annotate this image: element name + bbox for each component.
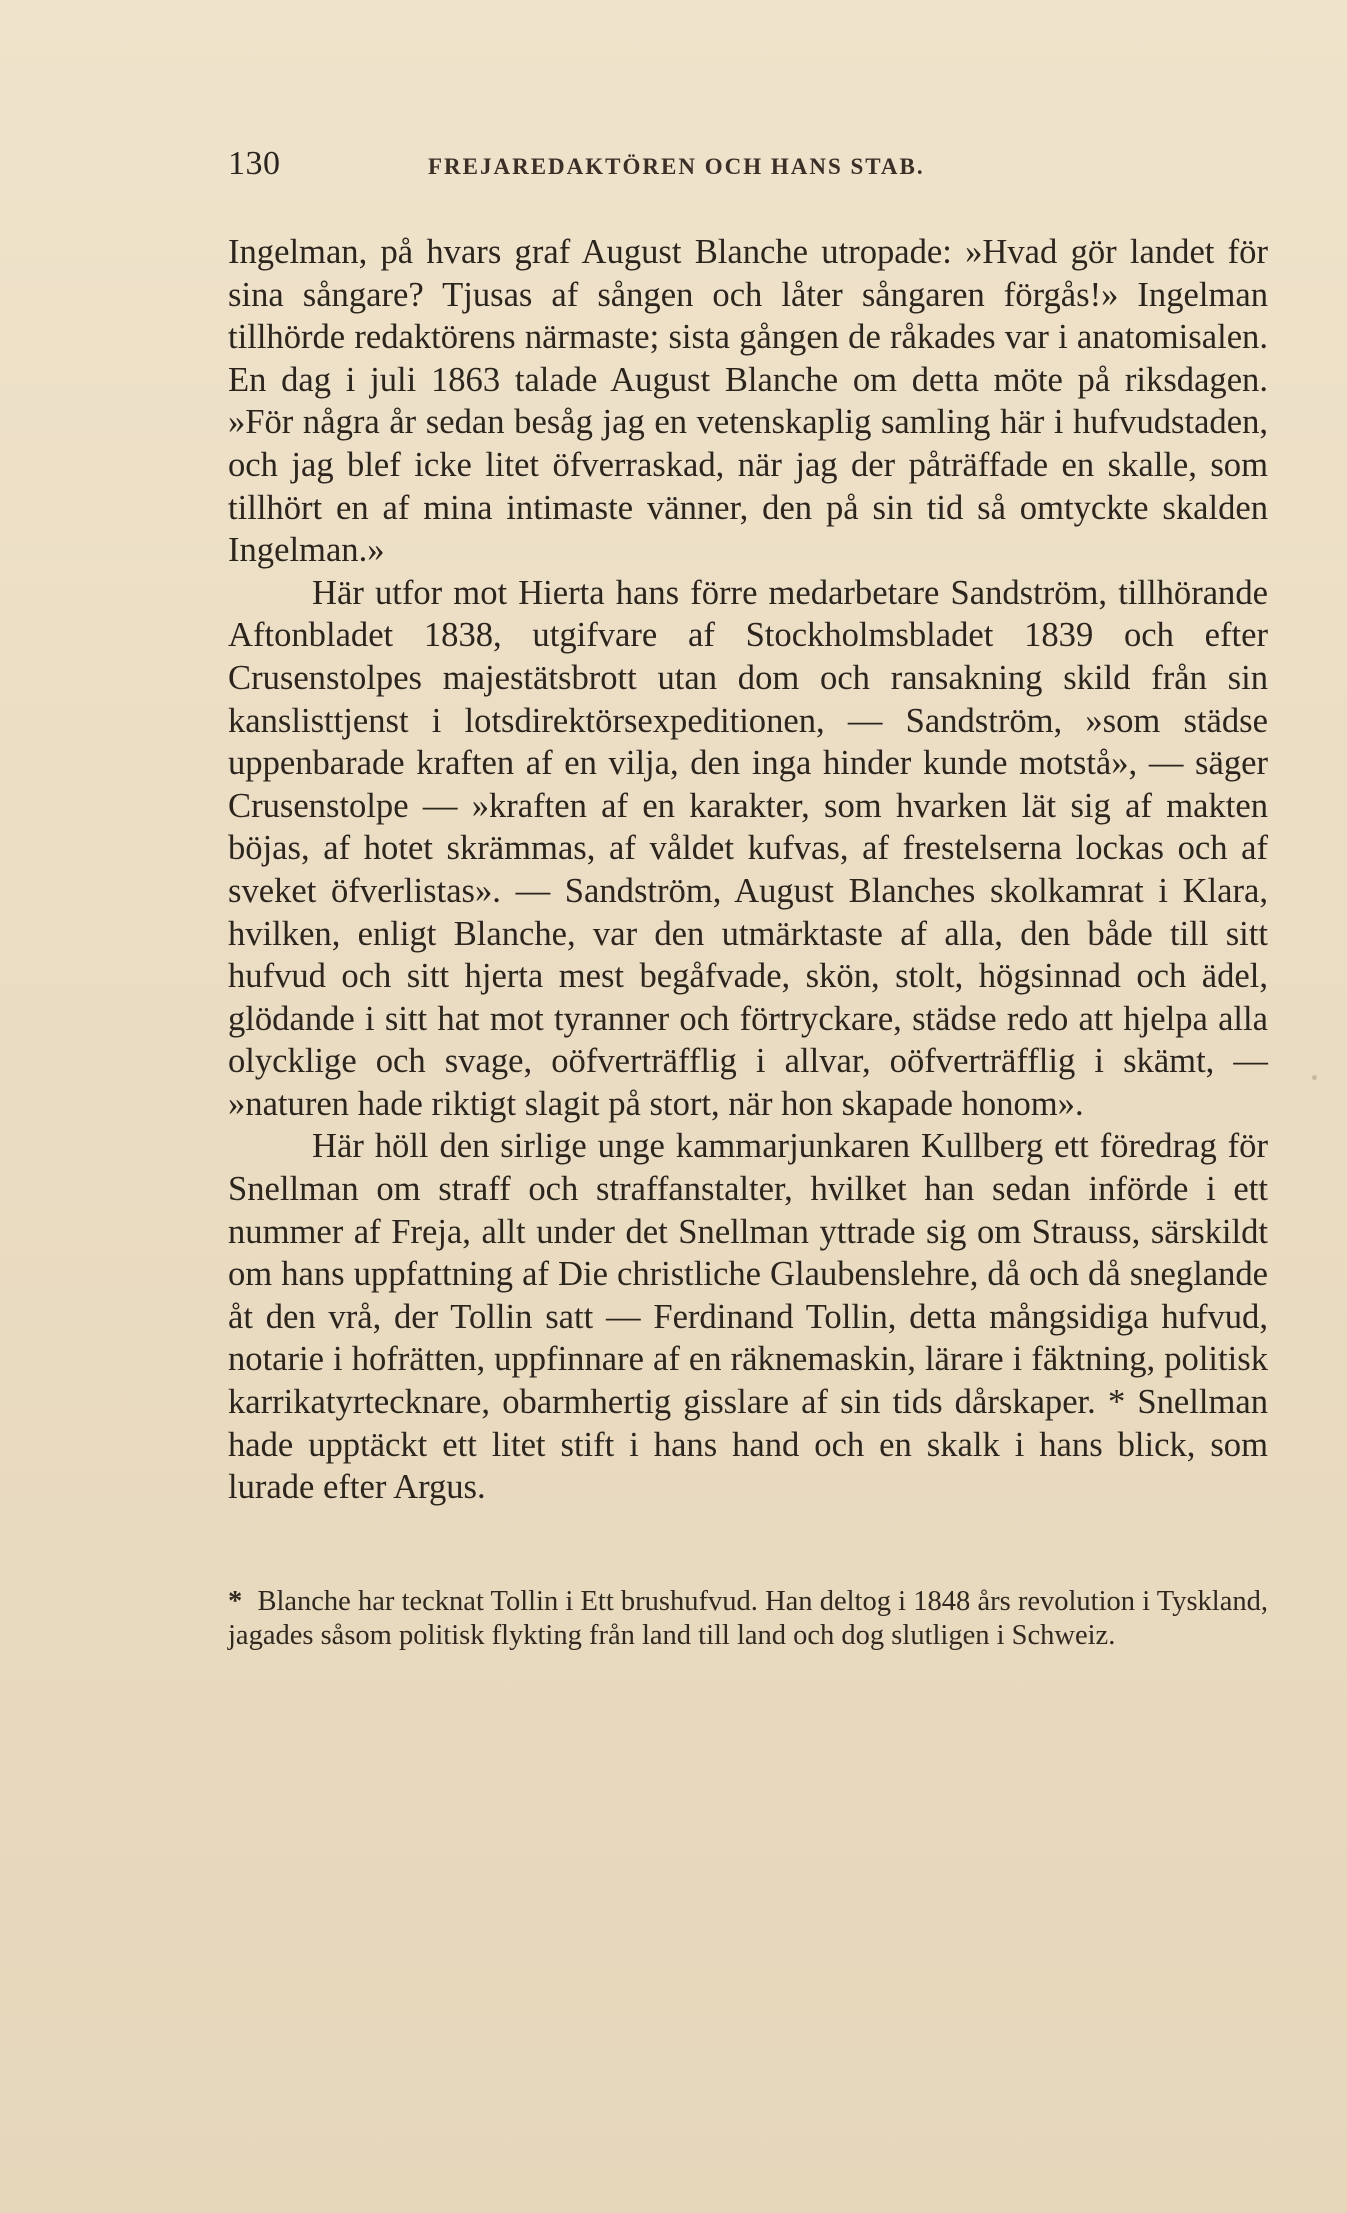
page-number: 130 [228,145,281,182]
paragraph-1: Ingelman, på hvars graf August Blanche utropade: »Hvad gör landet för sina sångare? Tjusas af sången och låter sångaren förgås!» Ingelman tillhörde redaktörens närmaste; sista gången de råkades var i anatomisalen. En dag i juli 1863 talade August Blanche om detta möte på riksdagen. »För några år sedan besåg jag en vetenskaplig samling här i hufvudstaden, och jag blef icke litet öfverraskad, när jag der påträffade en skalle, som tillhört en af mina intimaste vänner, den på sin tid så omtyckte skalden Ingelman.» [228,233,1268,570]
footnote-text: Blanche har tecknat Tollin i Ett brushufvud. Han deltog i 1848 års revolution i Tyskland, jagades såsom politisk flykting från land till land och dog slutligen i Schweiz. [228,1585,1268,1652]
paragraph-3: Här höll den sirlige unge kammarjunkaren Kullberg ett föredrag för Snellman om straff och straffanstalter, hvilket han sedan införde i ett nummer af Freja, allt under det Snellman yttrade sig om Strauss, särskildt om hans uppfattning af Die christliche Glaubenslehre, då och då sneglande åt den vrå, der Tollin satt — Ferdinand Tollin, detta mångsidiga hufvud, notarie i hofrätten, uppfinnare af en räknemaskin, lärare i fäktning, politisk karrikatyrtecknare, obarmhertig gisslare af sin tids dårskaper. * Snellman hade upptäckt ett litet stift i hans hand och en skalk i hans blick, som lurade efter Argus. [228,1127,1268,1507]
footnote-marker: * [228,1585,243,1617]
footnote [228,1585,1268,1653]
running-head: FREJAREDAKTÖREN OCH HANS STAB. [428,154,925,179]
page-header [228,145,1268,183]
paragraph-2: Här utfor mot Hierta hans förre medarbetare Sandström, tillhörande Aftonbladet 1838, utgifvare af Stockholmsbladet 1839 och efter Crusenstolpes majestätsbrott utan dom och ransakning skild från sin kanslisttjenst i lotsdirektörsexpeditionen, — Sandström, »som städse uppenbarade kraften af en vilja, den inga hinder kunde motstå», — säger Crusenstolpe — »kraften af en karakter, som hvarken lät sig af makten böjas, af hotet skrämmas, af våldet kufvas, af frestelserna lockas och af sveket öfverlistas». — Sandström, August Blanches skolkamrat i Klara, hvilken, enligt Blanche, var den utmärktaste af alla, den både till sitt hufvud och sitt hjerta mest begåfvade, skön, stolt, högsinnad och ädel, glödande i sitt hat mot tyranner och förtryckare, städse redo att hjelpa alla olycklige och svage, oöfverträfflig i allvar, oöfverträfflig i skämt, — »naturen hade riktigt slagit på stort, när hon skapade honom». [228,573,1268,1123]
margin-mark [1312,1075,1317,1080]
